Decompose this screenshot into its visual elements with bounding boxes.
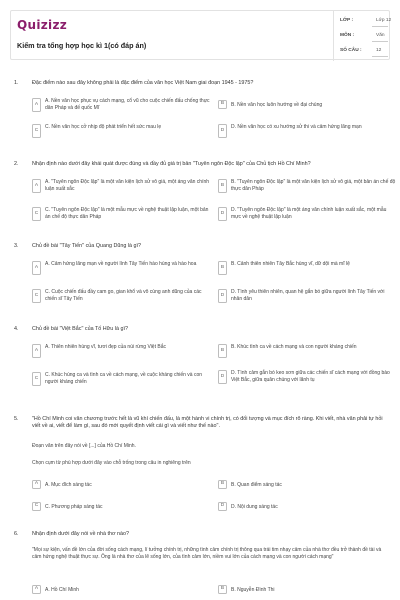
option-text: C. Cuộc chiến đấu đầy cam go, gian khổ và vô cùng anh dũng của các chiến sĩ Tây Tiến — [45, 289, 202, 302]
meta-class-row — [334, 14, 392, 28]
option-text: C. Nền văn học cở nhịp độ phát triển hết sức mau lẹ — [45, 124, 162, 130]
option-text: A. Cảm hứng lãng mạn về người lính Tây Tiến hào hùng và hào hoa — [45, 261, 197, 267]
worksheet-header — [10, 10, 390, 60]
question-text: Nhận định dưới đây nói về nhà thơ nào? — [32, 531, 129, 537]
option-letter-box: A — [32, 344, 41, 358]
question-text: Chủ đề bài "Tây Tiến" của Quang Dũng là gì? — [32, 243, 142, 249]
question-number: 3. — [14, 243, 19, 249]
option-text: D. Tình yêu thiên nhiên, quan hệ gắn bó giữa người lính Tây Tiến với nhân dân — [231, 289, 385, 302]
option-letter-box: B — [218, 344, 227, 358]
question-text: Chủ đề bài "Việt Bắc" của Tố Hữu là gì? — [32, 326, 128, 332]
option-letter-box: A — [32, 585, 41, 594]
option-text: B. Nguyễn Đình Thi — [231, 587, 275, 593]
option-letter-box: A — [32, 179, 41, 193]
meta-divider — [372, 56, 388, 57]
option-letter-box: D — [218, 124, 227, 138]
meta-divider — [372, 41, 388, 42]
option-text: C. Phương pháp sáng tác — [45, 504, 103, 510]
option-text: C. Khúc hùng ca và tình ca về cách mạng, về cuộc kháng chiến và con người kháng chiến — [45, 372, 203, 385]
question-number: 4. — [14, 326, 19, 332]
worksheet-meta — [333, 11, 391, 61]
option-text: A. Hồ Chí Minh — [45, 587, 79, 593]
option-letter-box: C — [32, 207, 41, 221]
meta-divider — [372, 26, 388, 27]
option-letter-box: B — [218, 179, 227, 193]
question-text: Đặc điểm nào sau đây không phải là đặc điểm của văn học Việt Nam giai đoạn 1945 - 1975? — [32, 80, 254, 86]
option-letter-box: D — [218, 502, 227, 511]
option-letter-box: C — [32, 289, 41, 303]
question-instruction: Chọn cụm từ phù hợp dưới đây vào chỗ trống trong câu in nghiêng trên — [32, 460, 191, 466]
question-text: Nhận định nào dưới đây khái quát được đúng và đầy đủ giá trị bản "Tuyên ngôn Độc lập" của Chủ tịch Hồ Chí Minh? — [32, 161, 311, 167]
meta-class-label: LỚP : — [340, 18, 354, 23]
option-text: A. Nền văn học phục vụ cách mạng, cổ vũ cho cuộc chiến đấu chống thực dân Pháp và đế quốc Mĩ — [45, 98, 210, 111]
option-letter-box: B — [218, 100, 227, 109]
meta-class-value: Lớp 12 — [376, 18, 392, 23]
meta-subject-value: Văn — [376, 33, 385, 38]
option-text: A. Thiên nhiên hùng vĩ, tươi đẹp của núi rừng Việt Bắc — [45, 344, 166, 350]
quizizz-logo: Quizizz — [17, 18, 68, 32]
option-letter-box: A — [32, 98, 41, 112]
option-text: B. Quan điểm sáng tác — [231, 482, 282, 488]
option-letter-box: D — [218, 207, 227, 221]
meta-count-value: 12 — [376, 48, 382, 53]
option-letter-box: B — [218, 480, 227, 489]
question-text: "Hồ Chí Minh coi văn chương trước hết là vũ khí chiến đấu, là một hành vi chính trị, có đối tượng và mục đích rõ ràng. Khi viết, nhà văn phải tự hỏi viết về ai, viết để làm gì, sau đó mới quyết định viết cái gì và viết như thế nào". — [32, 416, 383, 430]
question-number: 1. — [14, 80, 19, 86]
meta-subject-label: MÔN : — [340, 33, 355, 38]
option-text: B. Cảnh thiên nhiên Tây Bắc hùng vĩ, dữ dội mà mĩ lệ — [231, 261, 350, 267]
option-letter-box: B — [218, 585, 227, 594]
meta-count-row — [334, 44, 392, 58]
question-number: 5. — [14, 416, 19, 422]
worksheet-title: Kiểm tra tổng hợp học kì 1(có đáp án) — [17, 41, 147, 50]
option-text: D. Nội dung sáng tác — [231, 504, 278, 510]
meta-subject-row — [334, 29, 392, 43]
option-letter-box: C — [32, 502, 41, 511]
option-text: B. Khúc tình ca về cách mạng và con người kháng chiến — [231, 344, 357, 350]
option-letter-box: C — [32, 124, 41, 138]
option-text: D. "Tuyên ngôn Độc lập" là một áng văn chính luận xuất sắc, một mẫu mực về nghệ thuật lập luận — [231, 207, 387, 220]
question-quote: "Mọi sự kiện, vấn đề lớn của đời sống cách mạng, lí tưởng chính trị, những tình cảm chính trị thông qua trái tim nhạy cảm của nhà thơ đều trở thành đề tài và cảm hứng nghệ thuật thực sự. Ông là nhà thơ của lẽ sống lớn, của tình cảm lớn, niềm vui lớn của cách mạng và con người cách mạng" — [32, 547, 382, 560]
option-text: B. "Tuyên ngôn Độc lập" là một văn kiện lịch sử vô giá, một bản án chế độ thực dân Pháp — [231, 179, 396, 192]
question-number: 2. — [14, 161, 19, 167]
option-letter-box: D — [218, 370, 227, 384]
meta-count-label: SỐ CÂU : — [340, 48, 362, 53]
option-letter-box: B — [218, 261, 227, 275]
option-letter-box: C — [32, 372, 41, 386]
option-letter-box: D — [218, 289, 227, 303]
option-text: D. Tình cảm gắn bó keo sơn giữa các chiến sĩ cách mạng với đồng bào Việt Bắc, giữa quân chúng với lãnh tụ — [231, 370, 390, 383]
question-passage-note: Đoạn văn trên đây nói về [...] của Hồ Chí Minh. — [32, 443, 136, 449]
option-letter-box: A — [32, 261, 41, 275]
option-text: A. "Tuyên ngôn Độc lập" là một văn kiện lịch sử vô giá, một áng văn chính luận xuất sắc — [45, 179, 210, 192]
option-text: B. Nền văn học luôn hướng về đại chúng — [231, 102, 323, 108]
question-number: 6. — [14, 531, 19, 537]
option-text: D. Nền văn học có xu hướng sử thi và cảm hứng lãng mạn — [231, 124, 362, 130]
option-text: A. Mục đích sáng tác — [45, 482, 92, 488]
option-text: C. "Tuyên ngôn Độc lập" là một mẫu mực về nghệ thuật lập luận, một bản án chế độ thực dân Pháp — [45, 207, 209, 220]
option-letter-box: A — [32, 480, 41, 489]
